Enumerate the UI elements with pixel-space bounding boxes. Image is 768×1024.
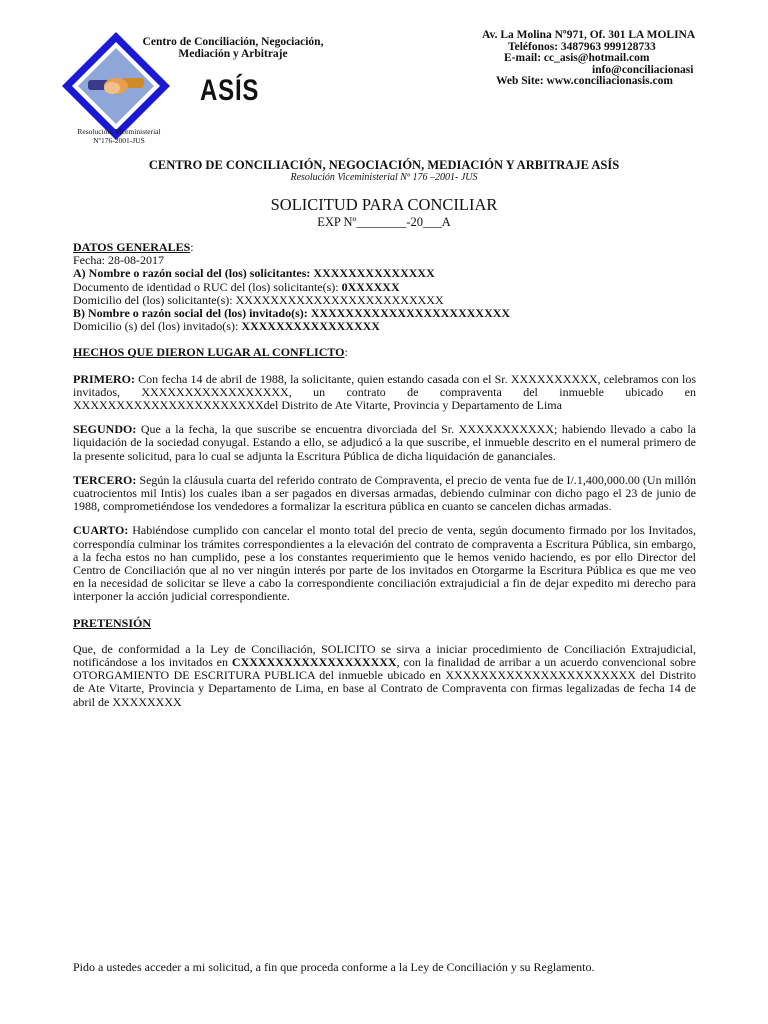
pretension-text-2: , con la finalidad de arribar a un acuerdo convencional sobre OTORGAMIENTO DE ESCRITURA PUBLICA del inmueble ubicado en XXXXXXXXXXXXXXXXXXXXXX del Distrito de Ate Vitarte, Provincia y Departamento de Lima, en base al Contrato de Compraventa con firmas legalizadas de fecha 14 de abril de XXXXXXXX bbox=[73, 655, 696, 709]
logo-resolution-line2: Nº176-2001-JUS bbox=[93, 136, 145, 145]
hechos-heading-line bbox=[73, 346, 696, 359]
document-title: SOLICITUD PARA CONCILIAR bbox=[270, 195, 498, 214]
brand-name: ASÍS bbox=[200, 74, 260, 107]
solicitante-doc-label: Documento de identidad o RUC del (los) solicitante(s): bbox=[73, 279, 342, 294]
contact-email: E-mail: cc_asis@hotmail.com bbox=[504, 52, 650, 64]
contact-address: Av. La Molina Nº971, Of. 301 LA MOLINA bbox=[482, 29, 696, 41]
primero-label: PRIMERO: bbox=[73, 371, 135, 386]
cuarto-label: CUARTO: bbox=[73, 523, 129, 538]
closing-request: Pido a ustedes acceder a mi solicitud, a fin que proceda conforme a la Ley de Conciliación y su Reglamento. bbox=[73, 960, 595, 974]
datos-heading-line bbox=[73, 241, 696, 254]
organization-name bbox=[128, 36, 338, 60]
hechos-heading: HECHOS QUE DIERON LUGAR AL CONFLICTO bbox=[73, 345, 345, 360]
contact-email-secondary: info@conciliacionasi bbox=[592, 63, 694, 76]
pretension-bold: CXXXXXXXXXXXXXXXXXX bbox=[231, 655, 397, 670]
org-name-line1: Centro de Conciliación, Negociación, bbox=[142, 36, 324, 48]
datos-heading-colon: : bbox=[190, 240, 194, 254]
invitado-name: B) Nombre o razón social del (los) invitado(s): XXXXXXXXXXXXXXXXXXXXXXX bbox=[73, 306, 511, 321]
tercero-label: TERCERO: bbox=[73, 472, 137, 487]
cuarto-paragraph bbox=[73, 524, 696, 603]
invitado-domicilio-value: XXXXXXXXXXXXXXXX bbox=[241, 319, 380, 334]
hechos-heading-colon: : bbox=[344, 345, 348, 360]
pretension-paragraph bbox=[73, 643, 696, 709]
document-body bbox=[73, 241, 696, 709]
center-resolution: Resolución Viceministerial Nº 176 –2001- JUS bbox=[290, 172, 478, 183]
fecha: Fecha: 28-08-2017 bbox=[73, 253, 164, 268]
solicitante-name: A) Nombre o razón social del (los) solicitantes: XXXXXXXXXXXXXX bbox=[73, 266, 435, 281]
solicitante-doc bbox=[73, 281, 696, 294]
invitado-domicilio-label: Domicilio (s) del (los) invitado(s): bbox=[73, 319, 242, 334]
org-name-line2: Mediación y Arbitraje bbox=[178, 48, 288, 60]
center-name: CENTRO DE CONCILIACIÓN, NEGOCIACIÓN, MEDIACIÓN Y ARBITRAJE ASÍS bbox=[148, 158, 620, 172]
primero-paragraph bbox=[73, 373, 696, 413]
cuarto-text: Habiéndose cumplido con cancelar el monto total del precio de venta, según documento firmado por los Invitados, correspondía culminar los trámites correspondientes a la elevación del contrato de compraventa a Escritura Pública, sin embargo, a la fecha estos no han cumplido, pese a los constantes requerimiento que le hemos venido haciendo, es por ello Director del Centro de Conciliación que al no ver ningún interés por parte de los invitados en Otorgarme la Escritura Pública es que me veo en la necesidad de solicitar se lleve a cabo la correspondiente conciliación extrajudicial a fin de dejar expedito mi derecho para interponer la acción judicial correspondiente. bbox=[73, 523, 696, 604]
pretension-text-1: Que, de conformidad a la Ley de Conciliación, SOLICITO se sirva a iniciar procedimiento de Conciliación Extrajudicial, notificándose a los invitados en bbox=[73, 641, 696, 670]
segundo-paragraph bbox=[73, 423, 696, 463]
logo-resolution-line1: Resolución. Viceministerial bbox=[77, 127, 161, 136]
pretension-heading: PRETENSIÓN bbox=[73, 615, 152, 630]
solicitante-doc-value: 0XXXXXX bbox=[341, 279, 400, 294]
expedient-number: EXP Nº________-20___A bbox=[317, 215, 451, 229]
segundo-text: Que a la fecha, la que suscribe se encuentra divorciada del Sr. XXXXXXXXXXX; habiendo llevado a cabo la liquidación de la sociedad conyugal. Estando a ello, se adjudicó a la que suscribe, el inmueble descrito en el numeral primero de la presente solicitud, para lo cual se adjunta la Escritura Pública de dicha liquidación de gananciales. bbox=[73, 422, 696, 463]
solicitante-domicilio: Domicilio del (los) solicitante(s): XXXXXXXXXXXXXXXXXXXXXXXX bbox=[73, 292, 444, 307]
segundo-label: SEGUNDO: bbox=[73, 422, 137, 437]
tercero-text: Según la cláusula cuarta del referido contrato de Compraventa, el precio de venta fue de I/.1,400,000.00 (Un millón cuatrocientos mil Intis) los cuales iban a ser pagados en diversas armadas, debiendo culminar con dicho pago el 23 de junio de 1988, comprometiéndose los vendedores a formalizar la escritura pública en cuanto se cancelen dichas armadas. bbox=[73, 472, 696, 514]
contact-website: Web Site: www.conciliacionasis.com bbox=[496, 75, 673, 87]
contact-phones: Teléfonos: 3487963 999128733 bbox=[508, 40, 656, 53]
primero-text: Con fecha 14 de abril de 1988, la solicitante, quien estando casada con el Sr. XXXXXXXXXX, celebramos con los invitados, XXXXXXXXXXXXXXXXX, un contrato de compraventa del inmueble ubicado en XXXXXXXXXXXXXXXXXXXXXXdel Distrito de Ate Vitarte, Provincia y Departamento de Lima bbox=[73, 371, 696, 413]
datos-heading: DATOS GENERALES bbox=[73, 240, 191, 254]
logo-resolution bbox=[64, 127, 174, 145]
invitado-domicilio bbox=[73, 320, 696, 333]
contact-block bbox=[482, 30, 752, 88]
tercero-paragraph bbox=[73, 474, 696, 514]
